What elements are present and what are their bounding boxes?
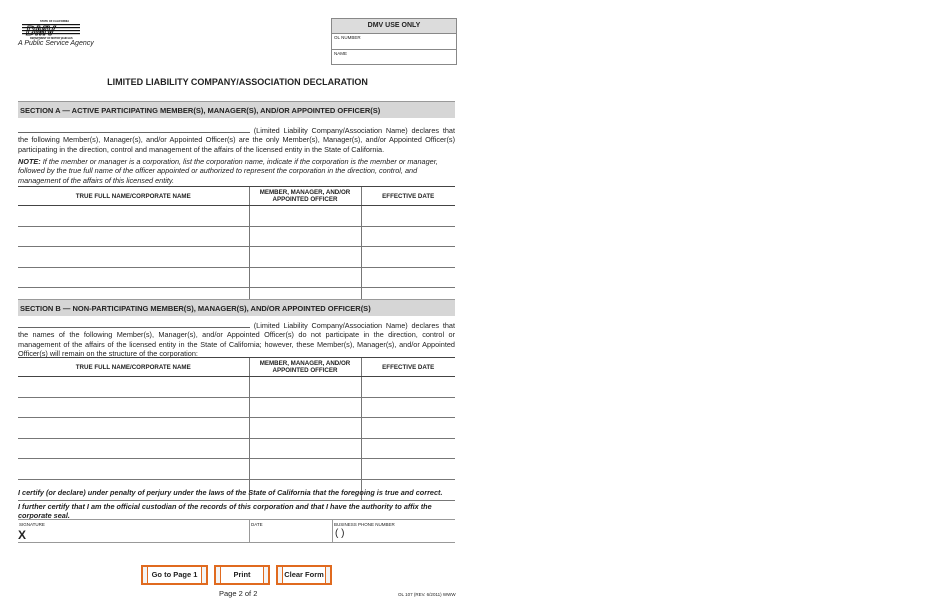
logo-dept-text: DEPARTMENT OF MOTOR VEHICLES xyxy=(30,37,73,40)
signature-label: SIGNATURE xyxy=(19,522,45,527)
table-row xyxy=(18,226,455,247)
role-input-cell[interactable] xyxy=(249,438,361,459)
role-input-cell[interactable] xyxy=(249,397,361,418)
section-b-statement-rest: that the names of the following Member(s), Manager(s), and/or Appointed Officer(s) do not participate in the direction, control or management of the affairs of the licensed entity in the State of California; however, these Member(s), Manager(s), and/or Appointed Officer(s) will remain on the structure of the corporation: xyxy=(18,321,455,358)
dmv-use-only-box xyxy=(331,18,457,65)
role-input-cell[interactable] xyxy=(249,226,361,247)
section-a-llc-name-field[interactable] xyxy=(18,125,250,133)
certification-perjury: I certify (or declare) under penalty of perjury under the laws of the State of California that the foregoing is true and correct. xyxy=(18,488,443,497)
role-input-cell[interactable] xyxy=(249,267,361,288)
table-row xyxy=(18,438,455,459)
table-row xyxy=(18,459,455,480)
date-label: DATE xyxy=(251,522,263,527)
table-header-row xyxy=(18,358,455,377)
date-input-cell[interactable] xyxy=(361,459,455,480)
page-number: Page 2 of 2 xyxy=(219,589,258,598)
date-input-cell[interactable] xyxy=(361,418,455,439)
business-phone-label: BUSINESS PHONE NUMBER xyxy=(334,522,395,527)
name-input-cell[interactable] xyxy=(18,247,249,268)
name-input-cell[interactable] xyxy=(18,377,249,398)
date-input-cell[interactable] xyxy=(361,247,455,268)
column-header-date: EFFECTIVE DATE xyxy=(361,187,455,206)
print-label: Print xyxy=(233,570,251,579)
name-input-cell[interactable] xyxy=(18,206,249,227)
name-label: NAME xyxy=(334,51,348,56)
signature-row xyxy=(18,519,455,543)
section-b-heading: SECTION B — NON-PARTICIPATING MEMBER(S), MANAGER(S), AND/OR APPOINTED OFFICER(S) xyxy=(18,299,455,316)
date-input-cell[interactable] xyxy=(361,397,455,418)
name-input-cell[interactable] xyxy=(18,418,249,439)
phone-area-code-parens: ( ) xyxy=(335,528,345,539)
section-b-table xyxy=(18,357,455,501)
table-header-row xyxy=(18,187,455,206)
print-button[interactable] xyxy=(214,565,270,585)
table-row xyxy=(18,418,455,439)
clear-form-button[interactable] xyxy=(276,565,332,585)
logo-dmv-text: DMV xyxy=(26,23,55,38)
date-field[interactable] xyxy=(249,520,332,542)
go-to-page-1-label: Go to Page 1 xyxy=(151,570,198,579)
section-b-llc-name-field[interactable] xyxy=(18,320,250,328)
signature-field[interactable] xyxy=(18,520,249,542)
form-title: LIMITED LIABILITY COMPANY/ASSOCIATION DECLARATION xyxy=(107,77,368,87)
clear-form-label: Clear Form xyxy=(284,570,324,579)
name-input-cell[interactable] xyxy=(18,438,249,459)
role-input-cell[interactable] xyxy=(249,377,361,398)
name-input-cell[interactable] xyxy=(18,226,249,247)
section-b-statement-first: (Limited Liability Company/Association Name) declares xyxy=(253,321,440,330)
table-row xyxy=(18,206,455,227)
section-a-statement xyxy=(18,125,455,154)
section-a-statement-first: (Limited Liability Company/Association Name) declares that xyxy=(253,126,455,135)
role-input-cell[interactable] xyxy=(249,459,361,480)
column-header-name: TRUE FULL NAME/CORPORATE NAME xyxy=(18,358,249,377)
column-header-name: TRUE FULL NAME/CORPORATE NAME xyxy=(18,187,249,206)
go-to-page-1-button[interactable] xyxy=(141,565,208,585)
dmv-logo xyxy=(18,18,84,40)
column-header-role: MEMBER, MANAGER, AND/OR APPOINTED OFFICER xyxy=(249,358,361,377)
role-input-cell[interactable] xyxy=(249,206,361,227)
name-input-cell[interactable] xyxy=(18,397,249,418)
date-input-cell[interactable] xyxy=(361,438,455,459)
role-input-cell[interactable] xyxy=(249,418,361,439)
section-a-note xyxy=(18,157,455,185)
table-row xyxy=(18,397,455,418)
name-field[interactable] xyxy=(332,50,456,65)
table-row xyxy=(18,377,455,398)
date-input-cell[interactable] xyxy=(361,267,455,288)
date-input-cell[interactable] xyxy=(361,206,455,227)
date-input-cell[interactable] xyxy=(361,226,455,247)
name-input-cell[interactable] xyxy=(18,267,249,288)
logo-state-text: STATE OF CALIFORNIA xyxy=(40,20,70,23)
section-b-statement xyxy=(18,320,455,358)
business-phone-field[interactable] xyxy=(332,520,456,542)
form-number: OL 107 (REV. 6/2011) WWW xyxy=(398,592,456,597)
certification-custodian: I further certify that I am the official custodian of the records of this corporation and that I have the authority to affix the corporate seal. xyxy=(18,502,432,521)
name-input-cell[interactable] xyxy=(18,459,249,480)
signature-x-mark: X xyxy=(18,528,27,542)
table-row xyxy=(18,267,455,288)
column-header-date: EFFECTIVE DATE xyxy=(361,358,455,377)
note-text: If the member or manager is a corporation, list the corporation name, indicate if the corporation is the member or manager, followed by the true full name of the officer appointed or authorized to represent the corporation in the direction, control, and management of the affairs of this licensed entity. xyxy=(18,157,438,185)
note-label: NOTE: xyxy=(18,157,41,166)
column-header-role: MEMBER, MANAGER, AND/OR APPOINTED OFFICER xyxy=(249,187,361,206)
role-input-cell[interactable] xyxy=(249,247,361,268)
dmv-use-only-title: DMV USE ONLY xyxy=(332,19,456,34)
table-row xyxy=(18,247,455,268)
agency-tagline: A Public Service Agency xyxy=(18,40,94,47)
ol-number-field[interactable] xyxy=(332,34,456,50)
date-input-cell[interactable] xyxy=(361,377,455,398)
section-a-statement-rest: the following Member(s), Manager(s), and/or Appointed Officer(s) are the only Member(s), Manager(s), and/or Appointed Officer(s) participating in the direction, control and management of the affairs of the licensed entity in the State of California. xyxy=(18,135,455,154)
section-a-table xyxy=(18,186,455,309)
section-a-heading: SECTION A — ACTIVE PARTICIPATING MEMBER(S), MANAGER(S), AND/OR APPOINTED OFFICER(S) xyxy=(18,101,455,118)
ol-number-label: OL NUMBER xyxy=(334,35,361,40)
